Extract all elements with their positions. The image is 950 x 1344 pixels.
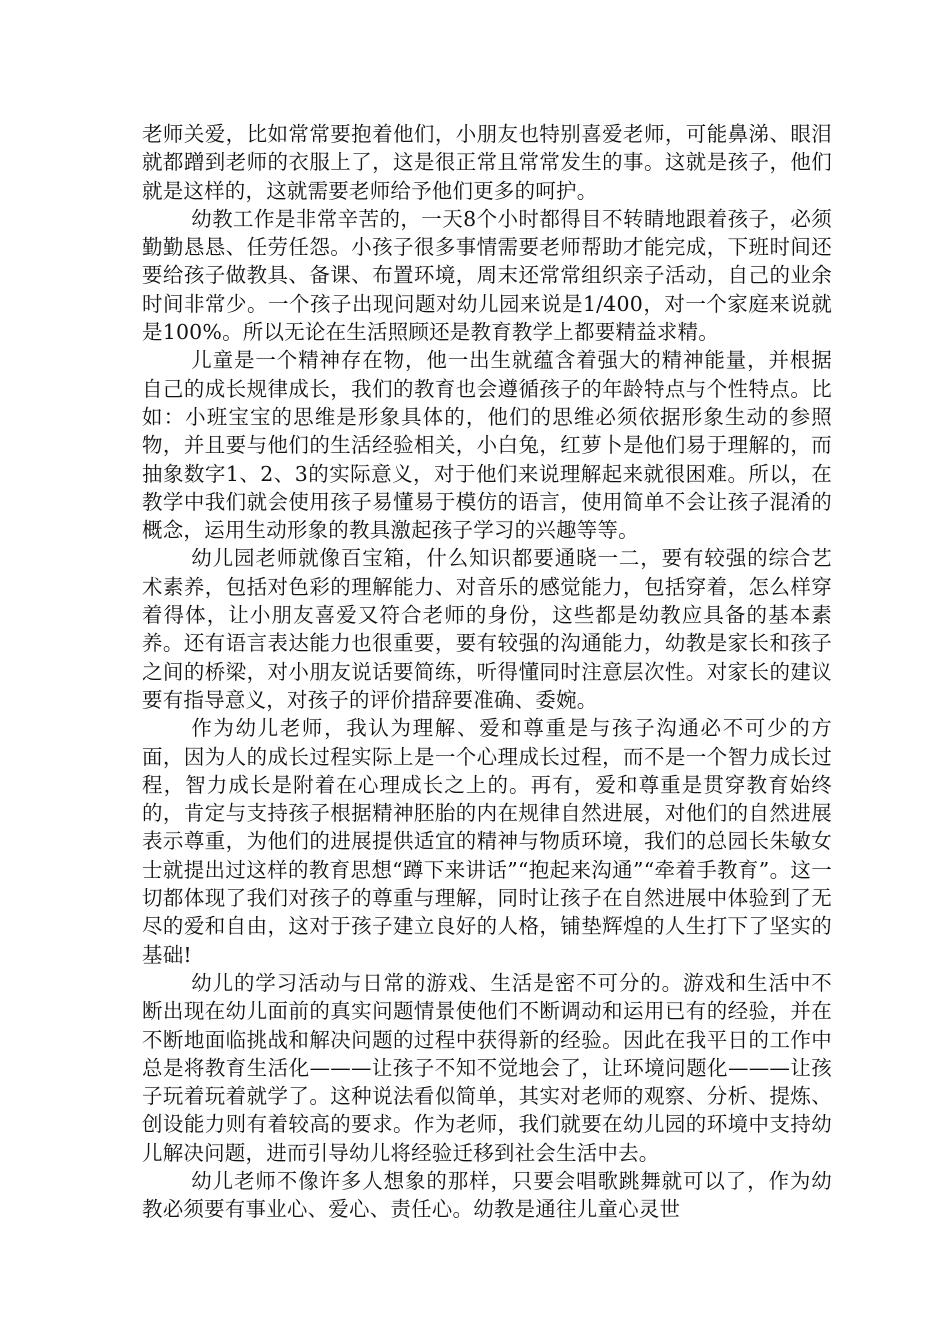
document-body — [142, 120, 832, 1224]
paragraph-1: 老师关爱，比如常常要抱着他们，小朋友也特别喜爱老师，可能鼻涕、眼泪就都蹭到老师的衣服上了，这是很正常且常常发生的事。这就是孩子，他们就是这样的，这就需要老师给予他们更多的呵护。 — [142, 122, 832, 203]
paragraph-4: 幼儿园老师就像百宝箱，什么知识都要通晓一二，要有较强的综合艺术素养，包括对色彩的理解能力、对音乐的感觉能力，包括穿着，怎么样穿着得体，让小朋友喜爱又符合老师的身份，这些都是幼教应具备的基本素养。还有语言表达能力也很重要，要有较强的沟通能力，幼教是家长和孩子之间的桥梁，对小朋友说话要简练，听得懂同时注意层次性。对家长的建议要有指导意义，对孩子的评价措辞要准确、委婉。 — [142, 546, 832, 712]
paragraph-6: 幼儿的学习活动与日常的游戏、生活是密不可分的。游戏和生活中不断出现在幼儿面前的真实问题情景使他们不断调动和运用已有的经验，并在不断地面临挑战和解决问题的过程中获得新的经验。因此在我平日的工作中总是将教育生活化———让孩子不知不觉地会了，让环境问题化———让孩子玩着玩着就学了。这种说法看似简单，其实对老师的观察、分析、提炼、创设能力则有着较高的要求。作为老师，我们就要在幼儿园的环境中支持幼儿解决问题，进而引导幼儿将经验迁移到社会生活中去。 — [142, 970, 832, 1165]
paragraph-5: 作为幼儿老师，我认为理解、爱和尊重是与孩子沟通必不可少的方面，因为人的成长过程实际上是一个心理成长过程，而不是一个智力成长过程，智力成长是附着在心理成长之上的。再有，爱和尊重是贯穿教育始终的，肯定与支持孩子根据精神胚胎的内在规律自然进展，对他们的自然进展表示尊重，为他们的进展提供适宜的精神与物质环境，我们的总园长朱敏女士就提出过这样的教育思想“蹲下来讲话”“抱起来沟通”“牵着手教育”。这一切都体现了我们对孩子的尊重与理解，同时让孩子在自然进展中体验到了无尽的爱和自由，这对于孩子建立良好的人格，铺垫辉煌的人生打下了坚实的基础! — [142, 716, 832, 967]
paragraph-2: 幼教工作是非常辛苦的，一天8个小时都得目不转睛地跟着孩子，必须勤勤恳恳、任劳任怨。小孩子很多事情需要老师帮助才能完成，下班时间还要给孩子做教具、备课、布置环境，周末还常常组织亲子活动，自己的业余时间非常少。一个孩子出现问题对幼儿园来说是1/400，对一个家庭来说就是100%。所以无论在生活照顾还是教育教学上都要精益求精。 — [142, 206, 832, 345]
paragraph-7: 幼儿老师不像许多人想象的那样，只要会唱歌跳舞就可以了，作为幼教必须要有事业心、爱心、责任心。幼教是通往儿童心灵世 — [142, 1168, 832, 1222]
paragraph-3: 儿童是一个精神存在物，他一出生就蕴含着强大的精神能量，并根据自己的成长规律成长，我们的教育也会遵循孩子的年龄特点与个性特点。比如：小班宝宝的思维是形象具体的，他们的思维必须依据形象生动的参照物，并且要与他们的生活经验相关，小白兔，红萝卜是他们易于理解的，而抽象数字1、2、3的实际意义，对于他们来说理解起来就很困难。所以，在教学中我们就会使用孩子易懂易于模仿的语言，使用简单不会让孩子混淆的概念，运用生动形象的教具激起孩子学习的兴趣等等。 — [142, 348, 832, 543]
